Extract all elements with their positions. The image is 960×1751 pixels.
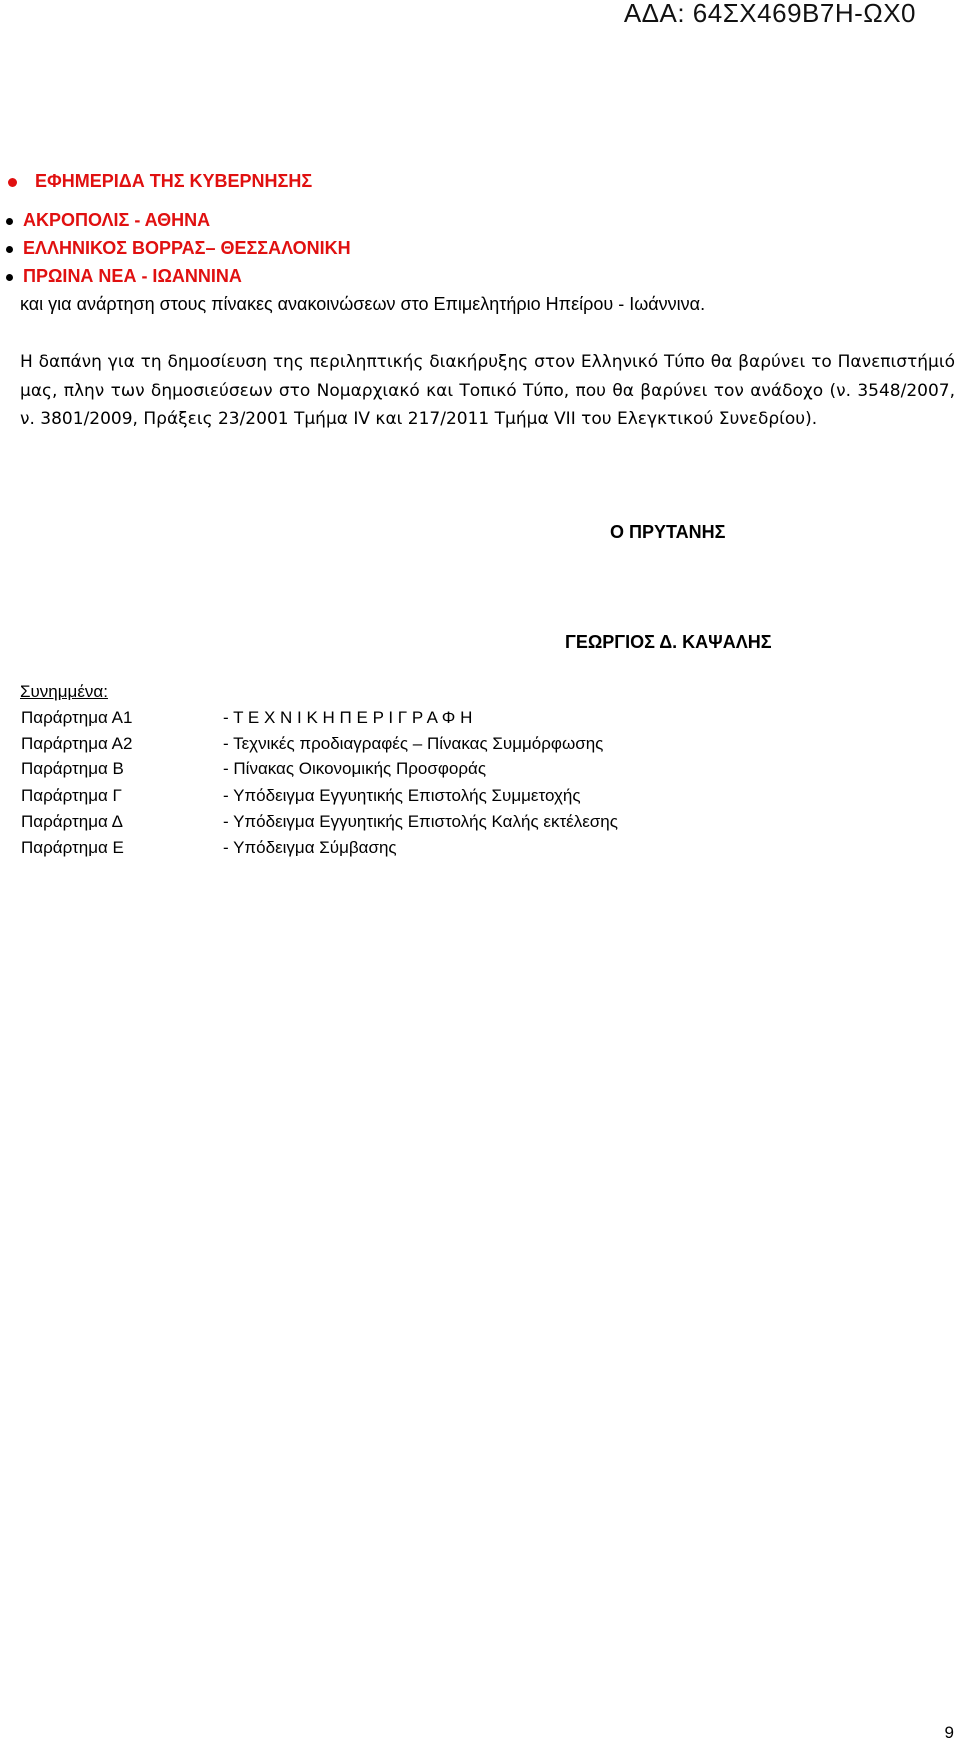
posting-note: και για ανάρτηση στους πίνακες ανακοινώσεων στο Επιμελητήριο Ηπείρου - Ιωάννινα. bbox=[20, 294, 706, 314]
bullet-icon bbox=[8, 178, 17, 187]
attachment-name: Παράρτημα Α2 bbox=[21, 734, 133, 753]
attachment-name: Παράρτημα Δ bbox=[21, 812, 123, 831]
bullet-icon bbox=[6, 218, 13, 225]
attachment-desc: - Πίνακας Οικονομικής Προσφοράς bbox=[223, 759, 487, 778]
attachment-name: Παράρτημα Ε bbox=[21, 838, 124, 857]
attachment-name: Παράρτημα Β bbox=[21, 759, 124, 778]
attachment-desc: - Τεχνικές προδιαγραφές – Πίνακας Συμμόρφωσης bbox=[223, 734, 604, 753]
media-item-akropolis: ΑΚΡΟΠΟΛΙΣ - ΑΘΗΝΑ bbox=[6, 210, 210, 231]
page-number: 9 bbox=[944, 1723, 954, 1742]
media-item-proina: ΠΡΩΙΝΑ ΝΕΑ - ΙΩΑΝΝΙΝΑ bbox=[6, 266, 242, 287]
media-item-gazette: ΕΦΗΜΕΡΙΔΑ ΤΗΣ ΚΥΒΕΡΝΗΣΗΣ bbox=[8, 171, 312, 192]
attachment-desc: - Τ Ε Χ Ν Ι Κ Η Π Ε Ρ Ι Γ Ρ Α Φ Η bbox=[223, 708, 473, 727]
signatory-name: ΓΕΩΡΓΙΟΣ Δ. ΚΑΨΑΛΗΣ bbox=[565, 632, 772, 652]
attachment-name: Παράρτημα Α1 bbox=[21, 708, 133, 727]
media-item-voreios: ΕΛΛΗΝΙΚΟΣ ΒΟΡΡΑΣ– ΘΕΣΣΑΛΟΝΙΚΗ bbox=[6, 238, 351, 259]
attachment-name: Παράρτημα Γ bbox=[21, 786, 122, 805]
attachment-desc: - Υπόδειγμα Σύμβασης bbox=[223, 838, 397, 857]
bullet-icon bbox=[6, 246, 13, 253]
signatory-role: Ο ΠΡΥΤΑΝΗΣ bbox=[610, 522, 726, 542]
attachment-desc: - Υπόδειγμα Εγγυητικής Επιστολής Συμμετοχής bbox=[223, 786, 581, 805]
cost-paragraph: Η δαπάνη για τη δημοσίευση της περιληπτικής διακήρυξης στον Ελληνικό Τύπο θα βαρύνει το Πανεπιστήμιό μας, πλην των δημοσιεύσεων στο Νομαρχιακό και Τοπικό Τύπο, που θα βαρύνει τον ανάδοχο (ν. 3548/2007, ν. 3801/2009, Πράξεις 23/2001 Τμήμα IV και 217/2011 Τμήμα VII του Ελεγκτικού Συνεδρίου). bbox=[20, 352, 955, 429]
attachments-heading: Συνημμένα: bbox=[20, 682, 108, 701]
bullet-icon bbox=[6, 274, 13, 281]
attachment-desc: - Υπόδειγμα Εγγυητικής Επιστολής Καλής εκτέλεσης bbox=[223, 812, 618, 831]
ada-code: ΑΔΑ: 64ΣΧ469Β7Η-ΩΧ0 bbox=[623, 0, 916, 28]
